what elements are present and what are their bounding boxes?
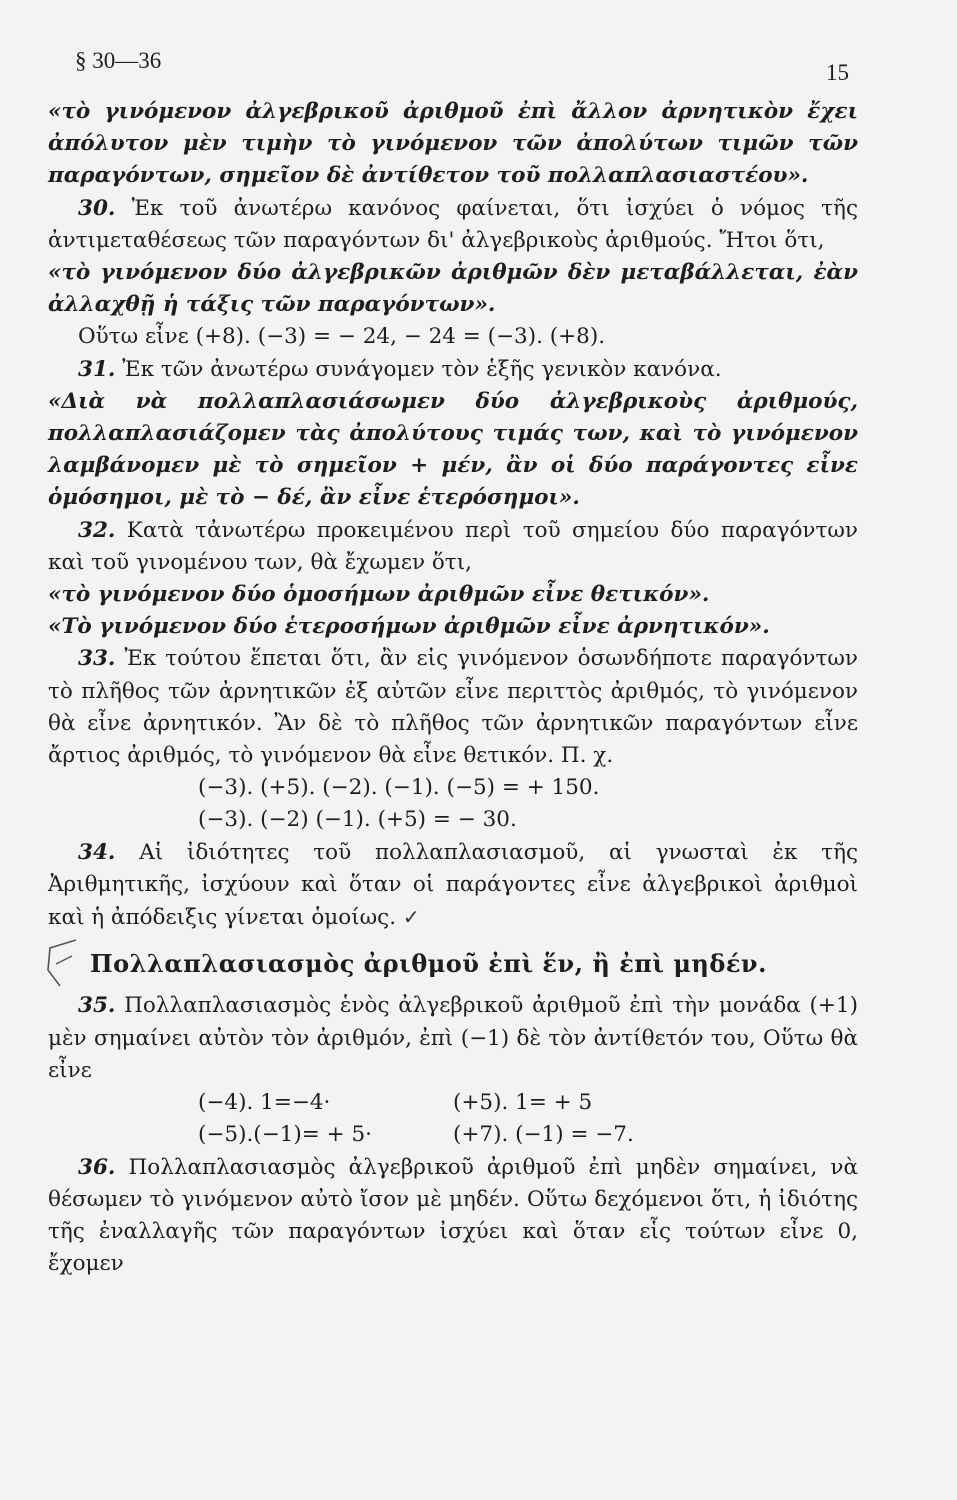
running-header-section: § 30—36 [75,48,162,73]
paragraph-30-text: Ἐκ τοῦ ἀνωτέρω κανόνος φαίνεται, ὅτι ἰσχύει ὁ νόμος τῆς ἀντιμεταθέσεως τῶν παραγόντων δι' ἀλγεβρικοὺς ἀριθμούς. Ἤτοι ὅτι, [48,195,858,253]
example-row-2 [48,1119,858,1151]
paragraph-33 [48,643,858,772]
paragraph-36 [48,1152,858,1281]
section-number-36: 36. [78,1154,116,1180]
paragraph-32 [48,515,858,579]
rule-commutative: «τὸ γινόμενον δύο ἀλγεβρικῶν ἀριθμῶν δὲν μεταβάλλεται, ἐὰν ἀλλαχθῇ ἡ τάξις τῶν παραγόντων». [48,260,858,318]
example-cell-3: (−5).(−1)= + 5· [198,1122,372,1148]
subsection-heading [48,948,858,980]
paragraph-35-text: Πολλαπλασιασμὸς ἑνὸς ἀλγεβρικοῦ ἀριθμοῦ ἐπὶ τὴν μονάδα (+1) μὲν σημαίνει αὐτὸν τὸν ἀριθμόν, ἐπὶ (−1) δὲ τὸν ἀντίθετόν του, Οὕτω θὰ εἶνε [48,993,859,1083]
section-number-33: 33. [78,646,116,672]
subsection-heading-text: Πολλαπλασιασμὸς ἀριθμοῦ ἐπὶ ἕν, ἢ ἐπὶ μηδέν. [90,949,767,979]
body-text [48,96,858,1280]
example-cell-4: (+7). (−1) = −7. [453,1122,634,1148]
page-number: 15 [826,60,849,85]
section-number-31: 31. [78,356,116,382]
example-equation-2: (−3). (−2) (−1). (+5) = − 30. [198,807,517,833]
paragraph-32-text: Κατὰ τἀνωτέρω προκειμένου περὶ τοῦ σημείου δύο παραγόντων καὶ τοῦ γινομένου των, θὰ ἔχωμεν ὅτι, [48,517,858,575]
section-number-32: 32. [78,517,116,543]
section-number-35: 35. [78,993,116,1019]
paragraph-34 [48,837,858,935]
example-row-1 [48,1087,858,1119]
section-number-34: 34. [78,839,116,865]
example-commutative: Οὕτω εἶνε (+8). (−3) = − 24, − 24 = (−3). (+8). [78,324,606,350]
rule-general-multiplication: «Διὰ νὰ πολλαπλασιάσωμεν δύο ἀλγεβρικοὺς ἀριθμούς, πολλαπλασιάζομεν τὰς ἀπολύτους τιμάς των, καὶ τὸ γινόμενον λαμβάνομεν μὲ τὸ σημεῖον + μέν, ἂν οἱ δύο παράγοντες εἶνε ὁμόσημοι, μὲ τὸ − δέ, ἂν εἶνε ἑτερόσημοι». [48,388,858,511]
paragraph-34-text: Αἱ ἰδιότητες τοῦ πολλαπλασιασμοῦ, αἱ γνωσταὶ ἐκ τῆς Ἀριθμητικῆς, ἰσχύουν καὶ ὅταν οἱ παράγοντες εἶνε ἀλγεβρικοὶ ἀριθμοὶ καὶ ἡ ἀπόδειξις γίνεται ὁμοίως. [48,839,858,931]
section-number-30: 30. [78,195,116,221]
pencil-bracket-mark [42,934,82,994]
paragraph-36-text: Πολλαπλασιασμὸς ἀλγεβρικοῦ ἀριθμοῦ ἐπὶ μηδὲν σημαίνει, νὰ θέσωμεν τὸ γινόμενον αὐτὸ ἴσον μὲ μηδέν. Οὕτω δεχόμενοι ὅτι, ἡ ἰδιότης τῆς ἐναλλαγῆς τῶν παραγόντων ἰσχύει καὶ ὅταν εἷς τούτων εἶνε 0, ἔχομεν [48,1154,858,1277]
example-cell-2: (+5). 1= + 5 [453,1090,593,1116]
rule-opposite-sign: «Τὸ γινόμενον δύο ἑτεροσήμων ἀριθμῶν εἶνε ἀρνητικόν». [48,614,770,640]
example-equation-1: (−3). (+5). (−2). (−1). (−5) = + 150. [198,775,600,801]
paragraph-30 [48,193,858,257]
paragraph-31-text: Ἐκ τῶν ἀνωτέρω συνάγομεν τὸν ἑξῆς γενικὸν κανόνα. [122,356,722,382]
paragraph-31 [48,354,858,386]
paragraph-35 [48,990,858,1087]
example-cell-1: (−4). 1=−4· [198,1090,331,1116]
paragraph-33-text: Ἐκ τούτου ἕπεται ὅτι, ἂν εἰς γινόμενον ὁσωνδήποτε παραγόντων τὸ πλῆθος τῶν ἀρνητικῶν ἐξ αὐτῶν εἶνε περιττὸς ἀριθμός, τὸ γινόμενον θὰ εἶνε ἀρνητικόν. Ἂν δὲ τὸ πλῆθος τῶν ἀρνητικῶν παραγόντων εἶνε ἄρτιος ἀριθμός, τὸ γινόμενον θὰ εἶνε θετικόν. Π. χ. [48,646,858,769]
rule-negative-multiplier: «τὸ γινόμενον ἀλγεβρικοῦ ἀριθμοῦ ἐπὶ ἄλλον ἀρνητικὸν ἔχει ἀπόλυτον μὲν τιμὴν τὸ γινόμενον τῶν ἀπολύτων τιμῶν τῶν παραγόντων, σημεῖον δὲ ἀντίθετον τοῦ πολλαπλασιαστέου». [48,99,858,189]
rule-same-sign: «τὸ γινόμενον δύο ὁμοσήμων ἀριθμῶν εἶνε θετικόν». [48,582,710,608]
pencil-check-mark: ✓ [402,905,420,930]
